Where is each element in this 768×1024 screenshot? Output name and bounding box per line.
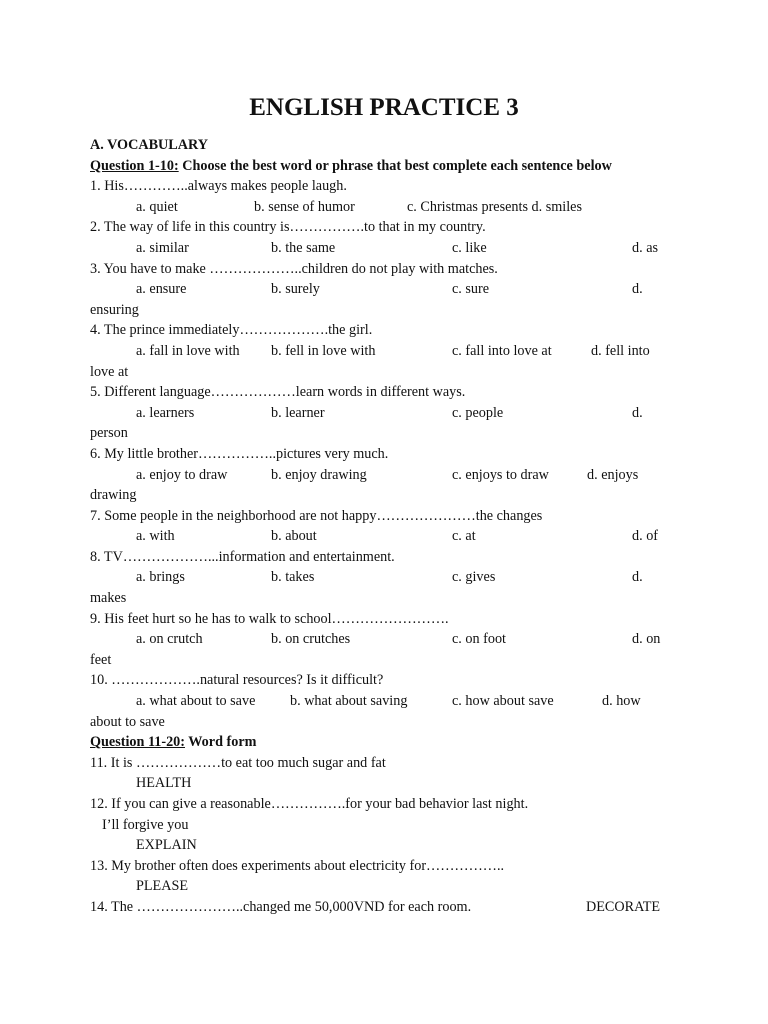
section-heading: A. VOCABULARY (90, 137, 208, 153)
option-b: b. learner (271, 404, 325, 421)
option-b: b. enjoy drawing (271, 466, 367, 483)
option-c: c. like (452, 239, 487, 256)
option-wrap: feet (90, 651, 112, 668)
option-c: c. at (452, 528, 476, 545)
option-d: d. fell into (591, 342, 650, 359)
option-d: d. (632, 404, 643, 421)
option-c: c. sure (452, 281, 490, 298)
option-a: a. enjoy to draw (136, 466, 228, 483)
question-range-label: Question 1-10: (90, 157, 179, 174)
question-stem: 13. My brother often does experiments about electricity for…………….. (90, 857, 505, 874)
option-d: d. enjoys (587, 466, 639, 483)
question-instruction: Choose the best word or phrase that best complete each sentence below (178, 157, 612, 174)
word-form-root: PLEASE (136, 878, 189, 895)
option-wrap: drawing (90, 487, 137, 504)
question-range-label: Question 11-20: (90, 734, 185, 751)
option-b: b. sense of humor (254, 198, 355, 215)
question-row (90, 897, 690, 918)
option-wrap: about to save (90, 713, 165, 730)
option-row (90, 567, 690, 588)
option-row (90, 465, 690, 486)
question-stem: 7. Some people in the neighborhood are not happy…………………the changes (90, 507, 543, 524)
option-a: a. learners (136, 404, 195, 421)
option-a: a. similar (136, 239, 189, 256)
option-wrap: person (90, 425, 128, 442)
question-group-heading (90, 732, 690, 753)
question-stem: 2. The way of life in this country is…………….to that in my country. (90, 219, 486, 236)
option-b: b. the same (271, 239, 336, 256)
option-b: b. on crutches (271, 631, 351, 648)
option-a: a. fall in love with (136, 342, 240, 359)
question-stem: 8. TV………………...information and entertainment. (90, 548, 395, 565)
option-c: c. enjoys to draw (452, 466, 549, 483)
option-c-d: c. Christmas presents d. smiles (407, 198, 582, 215)
option-d: d. (632, 569, 643, 586)
option-a: a. on crutch (136, 631, 203, 648)
option-d: d. as (632, 239, 659, 256)
option-c: c. on foot (452, 631, 506, 648)
question-stem: 6. My little brother……………..pictures very much. (90, 445, 389, 462)
option-row (90, 691, 690, 712)
option-row (90, 238, 690, 259)
question-stem: 11. It is ………………to eat too much sugar and fat (90, 754, 386, 771)
question-group-heading (90, 156, 690, 177)
option-row (90, 403, 690, 424)
question-instruction: Word form (184, 734, 257, 751)
option-a: a. quiet (136, 198, 178, 215)
question-stem: 4. The prince immediately……………….the girl. (90, 322, 373, 339)
option-d: d. of (632, 528, 659, 545)
option-b: b. fell in love with (271, 342, 376, 359)
option-row (90, 197, 690, 218)
question-stem: 14. The …………………..changed me 50,000VND for each room. (90, 898, 472, 915)
word-form-root: HEALTH (136, 775, 192, 792)
page-title: ENGLISH PRACTICE 3 (249, 94, 519, 121)
option-row (90, 341, 690, 362)
option-wrap: ensuring (90, 301, 139, 318)
word-form-root: DECORATE (586, 898, 661, 915)
option-b: b. takes (271, 569, 315, 586)
option-a: a. ensure (136, 281, 187, 298)
option-row (90, 526, 690, 547)
question-stem: 1. His…………..always makes people laugh. (90, 178, 347, 195)
word-form-root: EXPLAIN (136, 837, 197, 854)
option-b: b. what about saving (290, 693, 408, 710)
option-c: c. fall into love at (452, 342, 552, 359)
option-c: c. people (452, 404, 504, 421)
option-wrap: makes (90, 590, 127, 607)
worksheet-body (90, 135, 690, 918)
question-stem: 3. You have to make ………………..children do not play with matches. (90, 260, 498, 277)
option-a: a. brings (136, 569, 185, 586)
option-d: d. how (602, 693, 641, 710)
question-stem: 9. His feet hurt so he has to walk to school……………………. (90, 610, 449, 627)
option-c: c. how about save (452, 693, 554, 710)
option-d: d. (632, 281, 643, 298)
option-b: b. surely (271, 281, 320, 298)
option-b: b. about (271, 528, 317, 545)
option-row (90, 629, 690, 650)
question-stem: 12. If you can give a reasonable…………….for your bad behavior last night. (90, 796, 529, 812)
option-d: d. on (632, 631, 661, 648)
question-stem: 10. ……………….natural resources? Is it difficult? (90, 672, 384, 689)
option-a: a. with (136, 528, 175, 545)
option-a: a. what about to save (136, 693, 256, 710)
question-continuation: I’ll forgive you (102, 816, 189, 833)
option-row (90, 279, 690, 300)
question-stem: 5. Different language………………learn words in different ways. (90, 384, 466, 401)
option-c: c. gives (452, 569, 496, 586)
option-wrap: love at (90, 363, 129, 380)
